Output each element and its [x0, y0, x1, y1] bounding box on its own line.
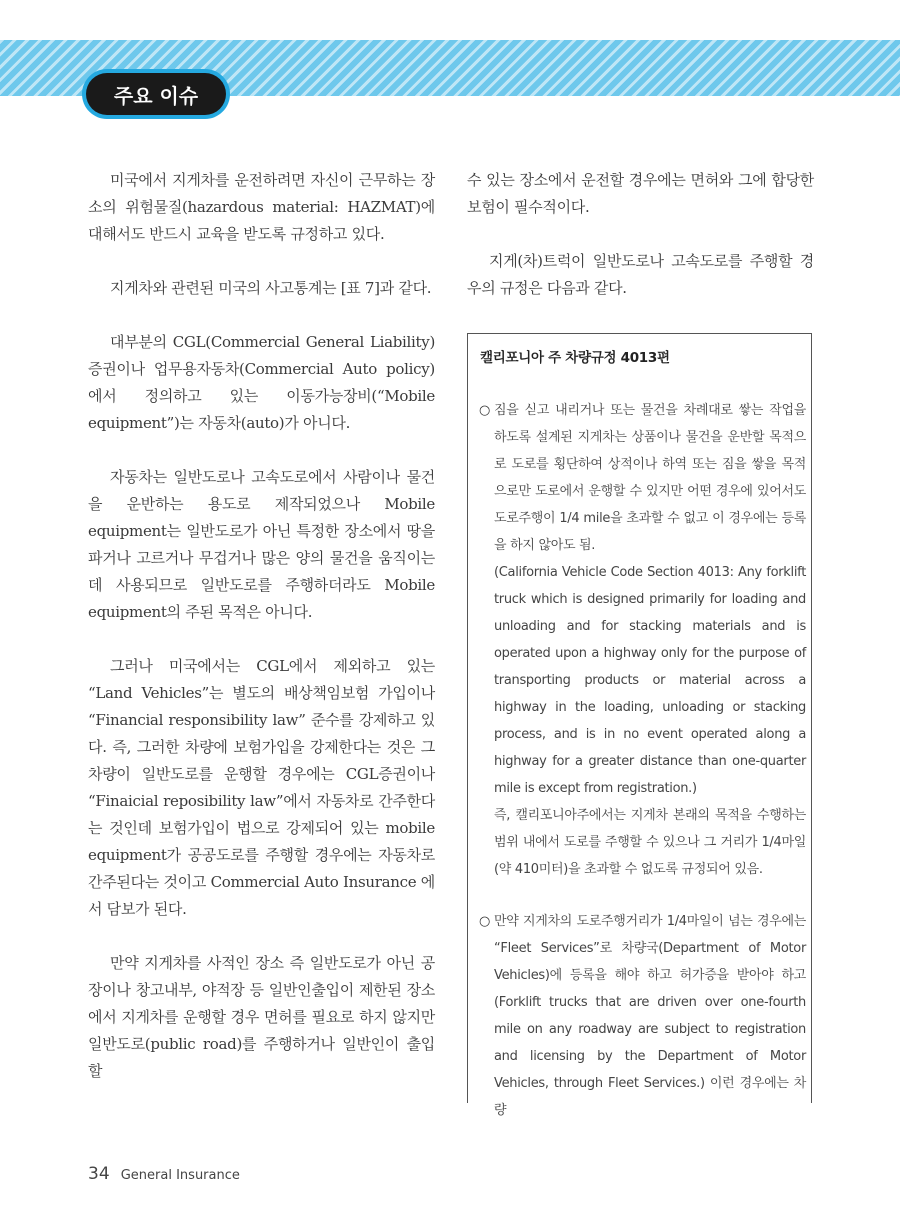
box-item-2-text: 만약 지게차의 도로주행거리가 1/4마일이 넘는 경우에는 “Fleet Services”로 차량국(Department of Motor Vehicles)에 등록을 해야 하고 허가증을 받아야 하고 (Forklift trucks that are driven over one-fourth mile on any roadway are subject to registration and licensing by the Department of Motor Vehicles, through Fleet Services.) 이런 경우에는 차량 — [494, 914, 806, 1118]
magazine-name: General Insurance — [120, 1168, 240, 1183]
regulation-box — [467, 333, 812, 1118]
box-title: 캘리포니아 주 차량규정 4013편 — [480, 350, 670, 366]
box-item-2 — [476, 908, 806, 1124]
left-paragraph-5: 그러나 미국에서는 CGL에서 제외하고 있는 “Land Vehicles”는 별도의 배상책임보험 가입이나 “Financial responsibility law” 준수를 강제하고 있다. 즉, 그러한 차량에 보험가입을 강제한다는 것은 그 차량이 일반도로를 운행할 경우에는 CGL증권이나 “Finaicial reposibility law”에서 자동차로 간주한다는 것인데 보험가입이 법으로 강제되어 있는 mobile equipment가 공공도로를 주행할 경우에는 자동차로 간주된다는 것이고 Commercial Auto Insurance 에서 담보가 된다. — [88, 657, 435, 918]
right-column — [467, 167, 814, 302]
box-item-1-korean: 짐을 싣고 내리거나 또는 물건을 차례대로 쌓는 작업을 하도록 설계된 지게차는 상품이나 물건을 운반할 목적으로 도로를 횡단하여 상적이나 하역 또는 짐을 쌓을 목적으로만 도로에서 운행할 수 있지만 어떤 경우에 있어서도 도로주행이 1/4 mile을 초과할 수 없고 이 경우에는 등록을 하지 않아도 됨. — [494, 403, 806, 553]
left-paragraph-4: 자동차는 일반도로나 고속도로에서 사람이나 물건을 운반하는 용도로 제작되었으나 Mobile equipment는 일반도로가 아닌 특정한 장소에서 땅을 파거나 고르거나 무겁거나 많은 양의 물건을 움직이는데 사용되므로 일반도로를 주행하더라도 Mobile equipment의 주된 목적은 아니다. — [88, 468, 435, 621]
page-footer — [88, 1164, 240, 1184]
box-item-1 — [476, 397, 806, 883]
circle-bullet-icon: ○ — [479, 403, 491, 418]
section-label: 주요 이슈 — [113, 83, 199, 108]
left-paragraph-2: 지게차와 관련된 미국의 사고통계는 [표 7]과 같다. — [110, 279, 432, 297]
page-number: 34 — [88, 1164, 110, 1184]
right-paragraph-1: 수 있는 장소에서 운전할 경우에는 면허와 그에 합당한 보험이 필수적이다. — [467, 171, 814, 216]
box-item-1-summary: 즉, 캘리포니아주에서는 지게차 본래의 목적을 수행하는 범위 내에서 도로를 주행할 수 있으나 그 거리가 1/4마일(약 410미터)을 초과할 수 없도록 규정되어 있음. — [494, 808, 806, 877]
left-column — [88, 167, 435, 1085]
left-paragraph-3: 대부분의 CGL(Commercial General Liability)증권이나 업무용자동차(Commercial Auto policy)에서 정의하고 있는 이동가능장비(“Mobile equipment”)는 자동차(auto)가 아니다. — [88, 333, 435, 432]
circle-bullet-icon: ○ — [479, 914, 491, 929]
right-paragraph-2: 지게(차)트럭이 일반도로나 고속도로를 주행할 경우의 규정은 다음과 같다. — [467, 252, 814, 297]
left-paragraph-6: 만약 지게차를 사적인 장소 즉 일반도로가 아닌 공장이나 창고내부, 야적장 등 일반인출입이 제한된 장소에서 지게차를 운행할 경우 면허를 필요로 하지 않지만 일반도로(public road)를 주행하거나 일반인이 출입할 — [88, 954, 435, 1080]
left-paragraph-1: 미국에서 지게차를 운전하려면 자신이 근무하는 장소의 위험물질(hazardous material: HAZMAT)에 대해서도 반드시 교육을 받도록 규정하고 있다. — [88, 171, 435, 243]
box-item-1-english: (California Vehicle Code Section 4013: Any forklift truck which is designed primarily for loading and unloading and for stacking materials and is operated upon a highway only for the purpose of transporting products or material across a highway in the loading, unloading or stacking process, and is in no event operated along a highway for a greater distance than one-quarter mile is except from registration.) — [494, 565, 806, 796]
section-badge — [86, 73, 226, 115]
